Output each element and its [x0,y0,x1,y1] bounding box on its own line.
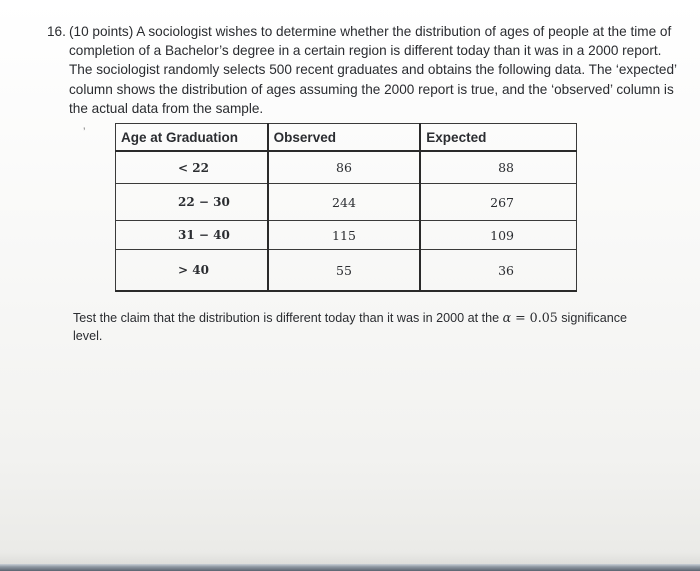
cell-age: 22 − 30 [116,184,268,221]
cell-observed: 115 [268,221,421,250]
screen-bezel [0,564,700,571]
cell-age: > 40 [116,250,268,292]
claim-text-before: Test the claim that the distribution is different today than it was in 2000 at the [73,311,503,325]
cell-expected: 88 [420,151,576,184]
age-distribution-table [115,123,577,292]
cell-observed: 244 [268,184,421,221]
cell-expected: 36 [420,250,576,292]
table-row [116,184,577,221]
table-row [116,250,577,292]
table-row [116,151,577,184]
header-observed: Observed [268,124,421,152]
problem-number: 16. [47,24,66,39]
alpha-symbol: α [502,310,512,325]
cell-age: 31 − 40 [116,221,268,250]
header-expected: Expected [420,124,576,152]
cell-expected: 109 [420,221,576,250]
alpha-value: = 0.05 [511,310,558,325]
claim-text-after: significance level. [73,311,628,343]
problem-text: (10 points) A sociologist wishes to determine whether the distribution of ages of people at the time of completion of a Bachelor’s degree in a certain region is different today than it was in a 2000 report. The sociologist randomly selects 500 recent graduates and obtains the following data. The ‘expected’ column shows the distribution of ages assuming the 2000 report is true, and the ‘observed’ column is the actual data from the sample. [69,24,677,116]
header-age: Age at Graduation [116,124,268,152]
stray-mark: ’ [83,126,86,138]
table-row [116,221,577,250]
cell-observed: 55 [268,250,421,292]
cell-observed: 86 [268,151,421,184]
claim-text [73,309,653,345]
problem-statement [47,22,677,118]
table-header-row [116,124,577,152]
page-shadow [0,552,700,564]
cell-expected: 267 [420,184,576,221]
cell-age: < 22 [116,151,268,184]
